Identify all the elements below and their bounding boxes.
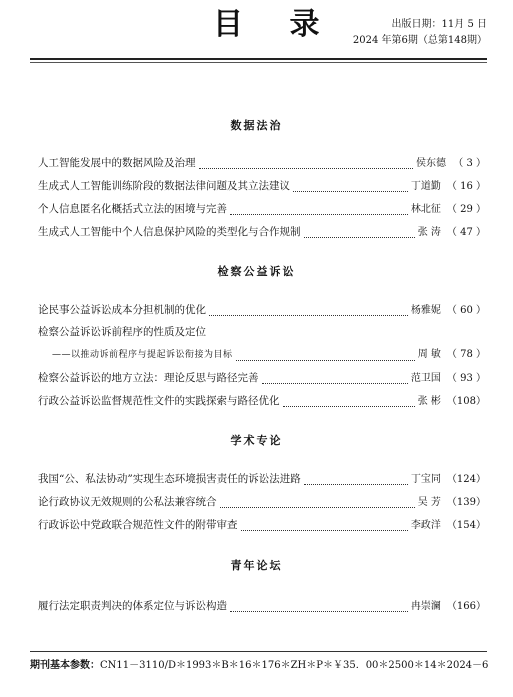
entry-title: 履行法定职责判决的体系定位与诉讼构造 [38,600,227,612]
toc-entry[interactable] [38,370,486,386]
footer-rule [30,651,487,652]
entry-author: 范卫国 [410,373,441,384]
leader-dots [283,397,415,407]
entry-title: 论民事公益诉讼成本分担机制的优化 [38,304,206,316]
entry-title: 我国“公、私法协动”实现生态环境损害责任的诉讼法进路 [38,473,301,485]
leader-dots [236,351,415,361]
journal-parameters [30,659,500,673]
toc-entry[interactable] [38,494,486,510]
entry-title: 人工智能发展中的数据风险及治理 [38,157,196,169]
entry-title: 论行政协议无效规则的公私法兼容统合 [38,496,217,508]
header-rule-thick [30,58,487,60]
entry-page: （ 16 ） [446,181,486,192]
page-title: 目 录 [213,7,338,42]
entry-page: （ 78 ） [446,349,486,360]
entry-author: 林北征 [410,204,441,215]
toc-entry-subtitle[interactable] [52,347,486,363]
entry-main-title[interactable]: 检察公益诉讼诉前程序的性质及定位 [38,326,206,338]
toc-entry[interactable] [38,178,486,194]
leader-dots [220,498,415,508]
entry-author: 张 彬 [417,396,441,407]
leader-dots [230,602,408,612]
leader-dots [304,475,408,485]
entry-title: 生成式人工智能训练阶段的数据法律问题及其立法建议 [38,180,290,192]
section-title-procuratorial-public-interest: 检察公益诉讼 [217,265,296,278]
leader-dots [304,228,415,238]
toc-entry[interactable] [38,517,486,533]
entry-page: （ 3 ） [453,158,486,169]
toc-entry[interactable] [38,598,486,614]
entry-page: （108） [446,396,486,407]
entry-page: （ 93 ） [446,373,486,384]
leader-dots [230,205,408,215]
entry-author: 冉崇澜 [410,601,441,612]
section-title-academic-monographs: 学术专论 [230,434,283,447]
entry-page: （ 29 ） [446,204,486,215]
leader-dots [262,374,408,384]
toc-entry[interactable] [38,302,486,318]
header-rule-thin [30,62,487,63]
leader-dots [241,521,408,531]
entry-page: （154） [446,520,486,531]
issue-number: 2024 年第6期（总第148期） [352,35,487,46]
toc-entry[interactable] [38,155,486,171]
entry-subtitle: ——以推动诉前程序与提起诉讼衔接为目标 [52,350,233,360]
entry-title: 个人信息匿名化概括式立法的困境与完善 [38,203,227,215]
parameters-value: CN11－3110/D＊1993＊B＊16＊176＊ZH＊P＊￥35．00＊2500＊14＊2024－6 [100,660,489,671]
entry-page: （ 47 ） [446,227,486,238]
section-title-data-rule-of-law: 数据法治 [230,119,283,132]
leader-dots [209,306,408,316]
entry-author: 丁宝同 [410,474,441,485]
entry-author: 吴 芳 [417,497,441,508]
entry-page: （ 60 ） [446,305,486,316]
entry-title: 行政诉讼中党政联合规范性文件的附带审查 [38,519,238,531]
entry-page: （139） [446,497,486,508]
toc-entry[interactable] [38,393,486,409]
entry-title: 检察公益诉讼的地方立法：理论反思与路径完善 [38,372,259,384]
leader-dots [199,159,414,169]
entry-title: 行政公益诉讼监督规范性文件的实践探索与路径优化 [38,395,280,407]
section-title-youth-forum: 青年论坛 [230,559,283,572]
entry-page: （166） [446,601,486,612]
publication-info [353,17,487,49]
toc-entry[interactable] [38,471,486,487]
entry-author: 张 涛 [417,227,441,238]
entry-author: 周 敏 [417,349,441,360]
entry-author: 李政洋 [410,520,441,531]
entry-page: （124） [446,474,486,485]
toc-entry[interactable] [38,201,486,217]
toc-entry[interactable] [38,224,486,240]
entry-title: 生成式人工智能中个人信息保护风险的类型化与合作规制 [38,226,301,238]
entry-author: 侯东德 [416,158,446,169]
parameters-label: 期刊基本参数： [30,660,100,671]
entry-author: 丁道勤 [410,181,441,192]
header [0,0,513,60]
entry-author: 杨雅妮 [410,305,441,316]
publication-date: 出版日期：11月 5 日 [391,19,487,30]
leader-dots [293,182,408,192]
